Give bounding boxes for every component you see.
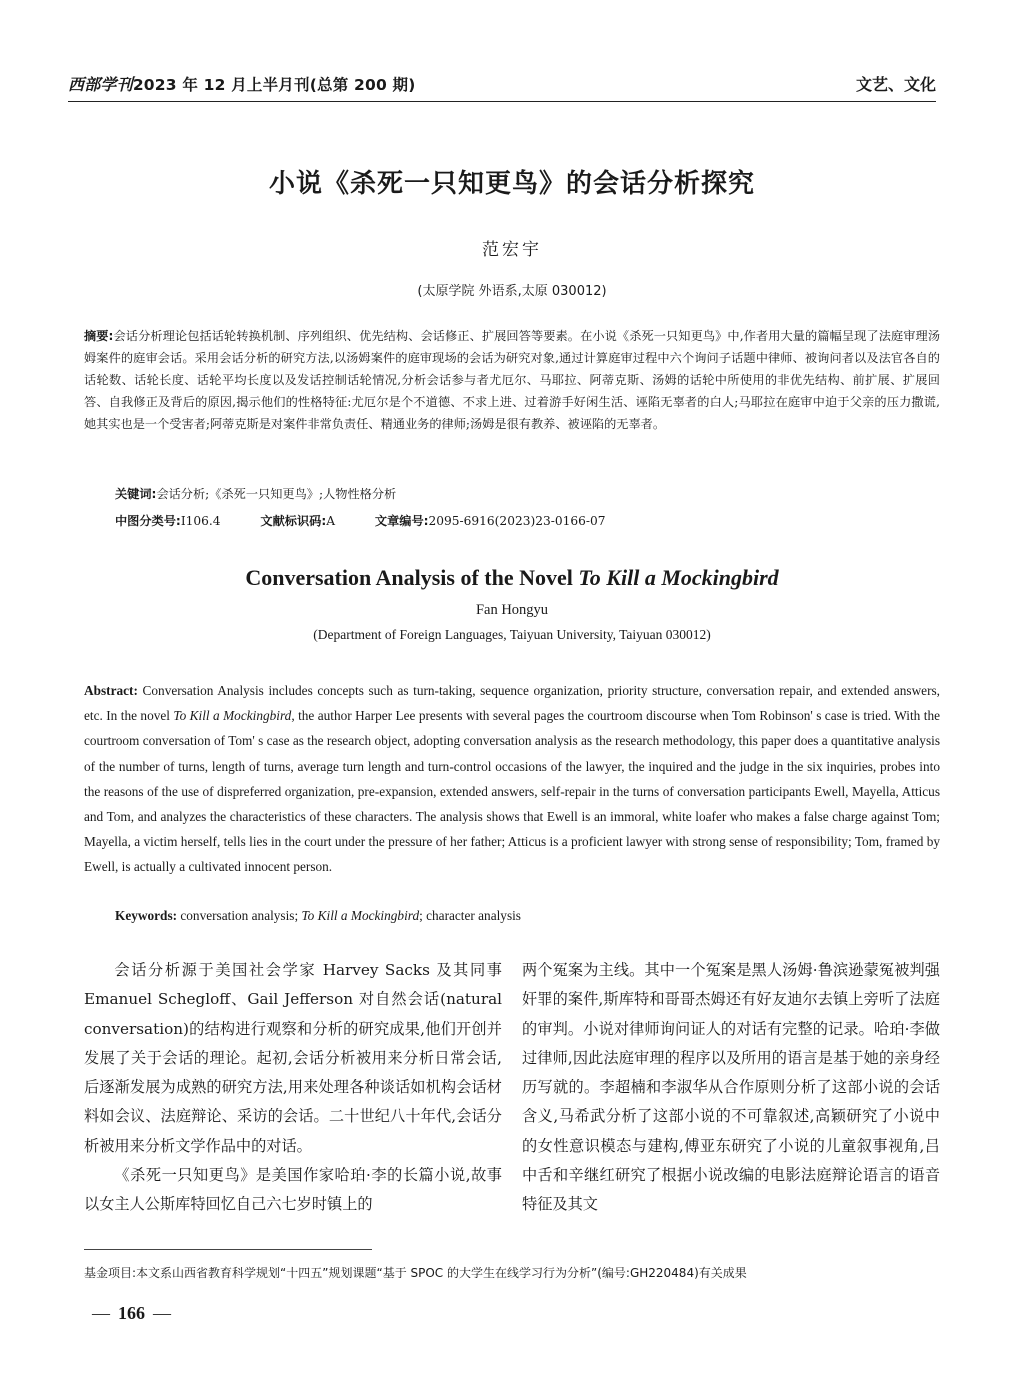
header-rule xyxy=(68,101,936,102)
keywords-cn-label: 关键词: xyxy=(115,487,157,501)
keywords-en-italic: To Kill a Mockingbird xyxy=(301,908,420,923)
clc-value: I106.4 xyxy=(180,514,221,528)
page-number-value: 166 xyxy=(118,1303,145,1323)
clc-item xyxy=(115,514,221,528)
abstract-cn-label: 摘要: xyxy=(84,329,114,343)
article-title-en xyxy=(0,565,1024,591)
body-paragraph: 会话分析源于美国社会学家 Harvey Sacks 及其同事 Emanuel Schegloff、Gail Jefferson 对自然会话(natural conversation)的结构进行观察和分析的研究成果,他们开创并发展了关于会话的理论。起初,会话分析被用来分析日常会话,后逐渐发展为成熟的研究方法,用来处理各种谈话如机构会话材料如会议、法庭辩论、采访的会话。二十世纪八十年代,会话分析被用来分析文学作品中的对话。 xyxy=(84,961,502,1155)
title-en-main: Conversation Analysis of the Novel xyxy=(245,565,579,590)
article-no-label: 文章编号: xyxy=(374,514,429,528)
doc-code-item xyxy=(260,514,335,528)
article-title-cn: 小说《杀死一只知更鸟》的会话分析探究 xyxy=(268,169,755,199)
page-dash-left: — xyxy=(92,1303,110,1323)
author-cn: 范宏宇 xyxy=(482,240,542,260)
abstract-cn xyxy=(84,325,940,435)
doc-code-value: A xyxy=(326,514,336,528)
keywords-en-part1: conversation analysis; xyxy=(180,908,302,923)
journal-issue xyxy=(68,72,416,95)
page-dash-right: — xyxy=(153,1303,171,1323)
journal-logo: 西部学刊 xyxy=(68,75,133,94)
body-paragraph: 两个冤案为主线。其中一个冤案是黑人汤姆·鲁滨逊蒙冤被判强奸罪的案件,斯库特和哥哥杰姆还有好友迪尔去镇上旁听了法庭的审判。小说对律师询问证人的对话有完整的记录。哈珀·李做过律师,因此法庭审理的程序以及所用的语言是基于她的亲身经历写就的。李超楠和李淑华从合作原则分析了这部小说的会话含义,马希武分析了这部小说的不可靠叙述,高颖研究了小说中的女性意识模态与建构,傅亚东研究了小说的儿童叙事视角,吕中舌和辛继红研究了根据小说改编的电影法庭辩论语言的语音特征及其文 xyxy=(522,961,940,1214)
abstract-en-label: Abstract: xyxy=(84,683,138,698)
keywords-en xyxy=(115,908,521,924)
body-column-left xyxy=(84,956,502,1220)
abstract-en-italic: To Kill a Mockingbird xyxy=(173,708,292,724)
keywords-en-label: Keywords: xyxy=(115,908,178,923)
keywords-en-part2: ; character analysis xyxy=(419,908,521,923)
article-no-value: 2095-6916(2023)23-0166-07 xyxy=(428,514,606,528)
funding-footnote: 基金项目:本文系山西省教育科学规划“十四五”规划课题“基于 SPOC 的大学生在线学习行为分析”(编号:GH220484)有关成果 xyxy=(84,1266,747,1280)
section-name: 文艺、文化 xyxy=(855,75,936,94)
affiliation-en: (Department of Foreign Languages, Taiyuan University, Taiyuan 030012) xyxy=(313,627,711,642)
affiliation-cn: (太原学院 外语系,太原 030012) xyxy=(417,284,607,299)
page-number xyxy=(84,1303,179,1324)
body-column-right xyxy=(522,956,940,1220)
keywords-cn xyxy=(115,485,396,502)
classification-line xyxy=(115,512,641,529)
author-en: Fan Hongyu xyxy=(475,602,549,618)
abstract-en xyxy=(84,678,940,880)
article-no-item xyxy=(375,514,606,528)
abstract-en-part1: Conversation Analysis includes concepts such as turn-taking, sequence organization, priority structure, conversation repair, and extended answers, etc. In the novel xyxy=(84,683,941,724)
running-header xyxy=(68,68,936,102)
keywords-cn-text: 会话分析;《杀死一只知更鸟》;人物性格分析 xyxy=(156,487,397,501)
clc-label: 中图分类号: xyxy=(115,514,181,528)
body-paragraph: 《杀死一只知更鸟》是美国作家哈珀·李的长篇小说,故事以女主人公斯库特回忆自己六七岁时镇上的 xyxy=(84,1166,502,1214)
abstract-en-part2: , the author Harper Lee presents with several pages the courtroom discourse when Tom Robinson' s case is tried. With the courtroom conversation of Tom' s case as the research object, adopting conversation analysis as the research methodology, this paper does a quantitative analysis of the number of turns, length of turns, average turn length and turn-control occasions of the lawyer, the inquired and the judge in the six inquiries, probes into the reasons of the use of dispreferred organization, pre-expansion, extended answers, self-repair in the turns of conversation participants Ewell, Mayella, Atticus and Tom, and analyzes the characteristics of these characters. The analysis shows that Ewell is an immoral, white loafer who makes a false charge against Tom; Mayella, a victim herself, tells lies in the court under the pressure of her father; Atticus is a proficient lawyer with strong sense of responsibility; Tom, framed by Ewell, is actually a cultivated innocent person. xyxy=(84,708,941,875)
title-en-italic: To Kill a Mockingbird xyxy=(578,565,779,590)
doc-code-label: 文献标识码: xyxy=(260,514,327,528)
abstract-cn-text: 会话分析理论包括话轮转换机制、序列组织、优先结构、会话修正、扩展回答等要素。在小说《杀死一只知更鸟》中,作者用大量的篇幅呈现了法庭审理汤姆案件的庭审会话。采用会话分析的研究方法,以汤姆案件的庭审现场的会话为研究对象,通过计算庭审过程中六个询问子话题中律师、被询问者以及法官各自的话轮数、话轮长度、话轮平均长度以及发话控制话轮情况,分析会话参与者尤厄尔、马耶拉、阿蒂克斯、汤姆的话轮中所使用的非优先结构、前扩展、扩展回答、自我修正及背后的原因,揭示他们的性格特征:尤厄尔是个不道德、不求上进、过着游手好闲生活、诬陷无辜者的白人;马耶拉在庭审中迫于父亲的压力撒谎,她其实也是一个受害者;阿蒂克斯是对案件非常负责任、精通业务的律师;汤姆是很有教养、被诬陷的无辜者。 xyxy=(84,329,941,431)
journal-issue-text: 2023 年 12 月上半月刊(总第 200 期) xyxy=(132,76,416,94)
footnote-rule xyxy=(84,1249,372,1250)
